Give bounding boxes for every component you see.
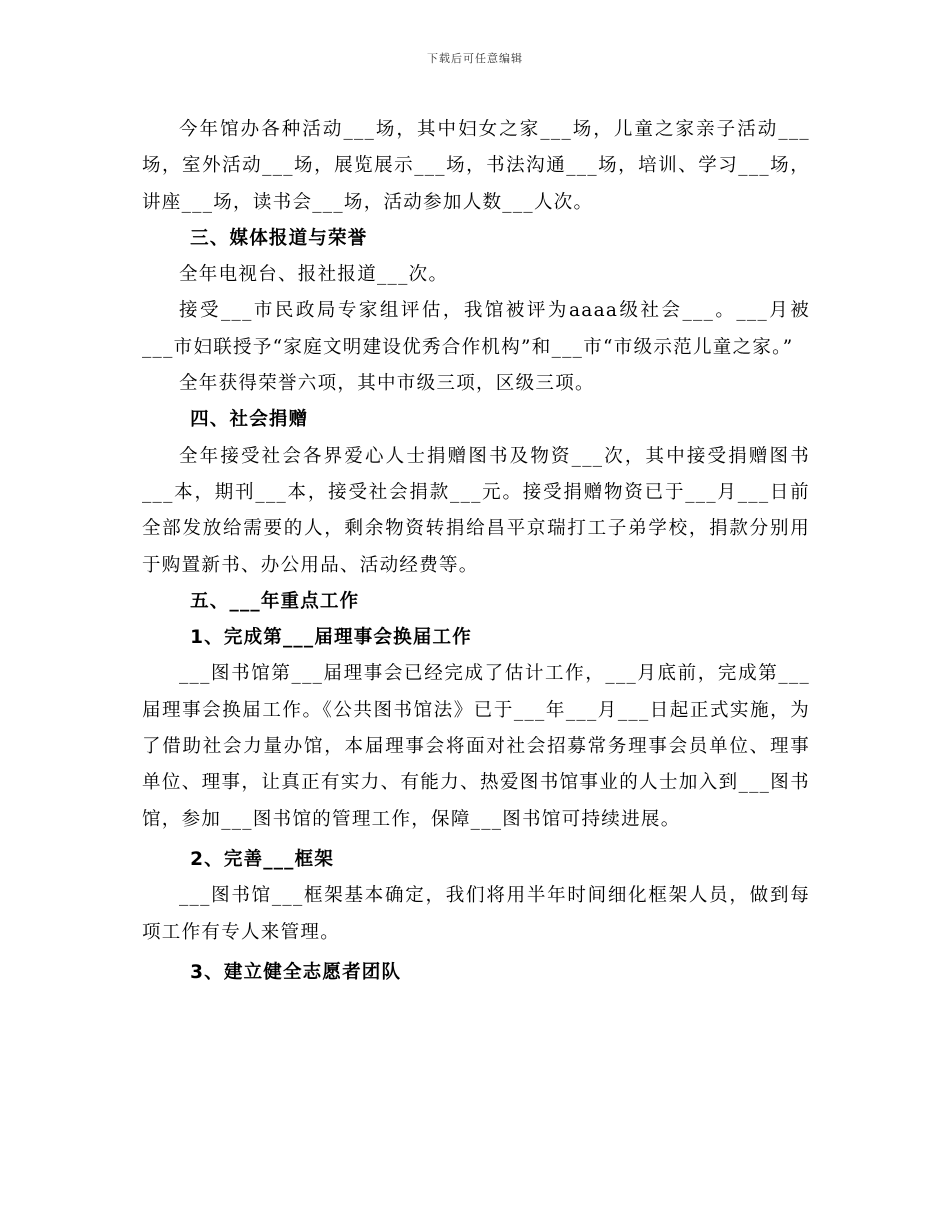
- para-evaluation: 接受___市民政局专家组评估，我馆被评为aaaa级社会___。___月被___市妇联授予“家庭文明建设优秀合作机构”和___市“市级示范儿童之家。”: [142, 300, 810, 358]
- heading-framework: 2、完善___框架: [190, 848, 335, 870]
- para-donations: 全年接受社会各界爱心人士捐赠图书及物资___次，其中接受捐赠图书___本，期刊___本，接受社会捐款___元。接受捐赠物资已于___月___日前全部发放给需要的人，剩余物资转捐给昌平京瑞打工子弟学校，捐款分别用于购置新书、办公用品、活动经费等。: [142, 445, 810, 576]
- heading-media: 三、媒体报道与荣誉: [190, 227, 368, 249]
- page-header-note: 下载后可任意编辑: [427, 52, 523, 65]
- document-body: [142, 112, 810, 991]
- para-board-election: ___图书馆第___届理事会已经完成了估计工作，___月底前，完成第___届理事会换届工作。《公共图书馆法》已于___年___月___日起正式实施，为了借助社会力量办馆，本届理事会将面对社会招募常务理事会员单位、理事单位、理事，让真正有实力、有能力、热爱图书馆事业的人士加入到___图书馆，参加___图书馆的管理工作，保障___图书馆可持续进展。: [142, 663, 810, 830]
- para-media-reports: 全年电视台、报社报道___次。: [179, 264, 449, 286]
- heading-volunteers: 3、建立健全志愿者团队: [190, 961, 402, 983]
- heading-board-election: 1、完成第___届理事会换届工作: [190, 627, 472, 649]
- heading-donations: 四、社会捐赠: [190, 409, 309, 431]
- para-honors: 全年获得荣誉六项，其中市级三项，区级三项。: [179, 373, 595, 395]
- para-activities: 今年馆办各种活动___场，其中妇女之家___场，儿童之家亲子活动___场，室外活动___场，展览展示___场，书法沟通___场，培训、学习___场，讲座___场，读书会___场，活动参加人数___人次。: [142, 119, 810, 213]
- para-framework: ___图书馆___框架基本确定，我们将用半年时间细化框架人员，做到每项工作有专人来管理。: [142, 885, 810, 943]
- heading-key-work: 五、___年重点工作: [190, 590, 360, 612]
